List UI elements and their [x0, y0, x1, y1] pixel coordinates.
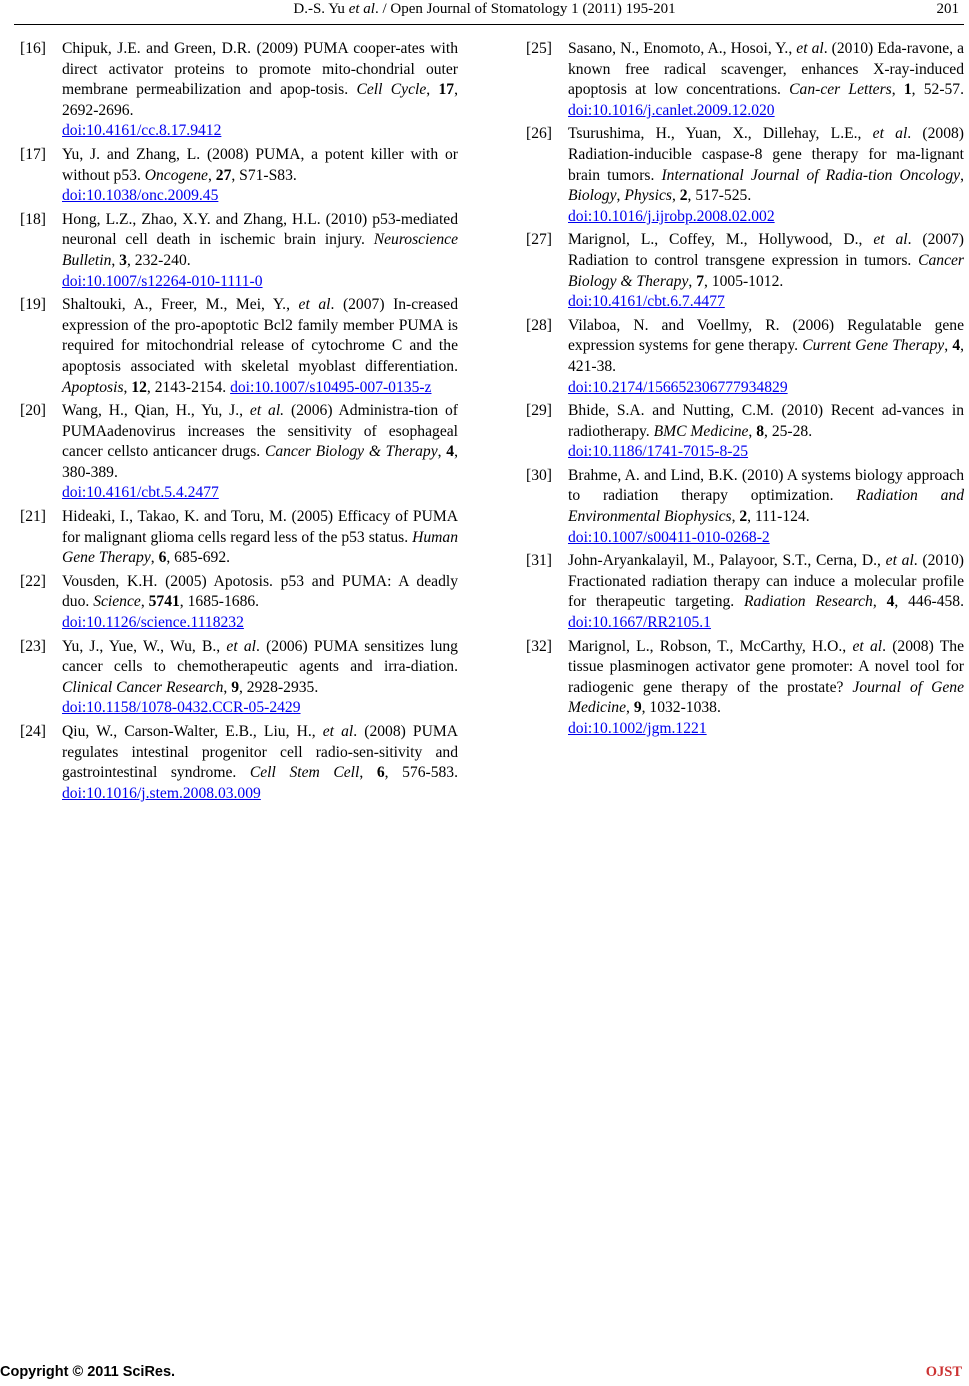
volume: 6	[376, 764, 385, 782]
et-al: et al	[322, 723, 354, 740]
reference-number: [17]	[20, 145, 46, 163]
reference-24	[20, 722, 458, 804]
doi-link[interactable]: doi:10.2174/156652306777934829	[568, 378, 788, 396]
reference-number: [19]	[20, 296, 46, 314]
et-al: et al	[298, 296, 331, 314]
pages: , 2692-2696.	[62, 81, 458, 119]
journal-name: Journal of Gene Medicine	[568, 678, 964, 717]
header-divider	[14, 24, 964, 25]
reference-number: [25]	[526, 40, 552, 57]
journal-name: Oncogene	[144, 166, 208, 184]
journal-name: Cancer Biology & Therapy	[264, 443, 438, 461]
reference-text: . (2010) Eda-ravone, a known free radical scavenger, enhances X-ray-induced apoptosis at low concentrations.	[568, 40, 964, 99]
running-header	[0, 0, 969, 30]
reference-number: [30]	[526, 466, 552, 484]
reference-22	[20, 572, 458, 634]
reference-text: Marignol, L., Coffey, M., Hollywood, D.,	[568, 231, 874, 249]
volume: 4	[952, 337, 961, 355]
separator: ,	[207, 166, 216, 184]
separator: ,	[426, 81, 439, 99]
doi-link[interactable]: doi:10.4161/cbt.6.7.4477	[568, 293, 725, 311]
reference-23	[20, 637, 458, 719]
et-al: et al.	[249, 402, 285, 420]
reference-29	[526, 401, 964, 463]
volume: 9	[633, 699, 642, 717]
et-al: et al	[873, 231, 908, 249]
doi-link[interactable]: doi:10.1667/RR2105.1	[568, 614, 711, 632]
reference-number: [22]	[20, 572, 46, 590]
reference-text: Qiu, W., Carson-Walter, E.B., Liu, H.,	[62, 723, 323, 740]
pages: , 2928-2935.	[238, 678, 319, 696]
separator: ,	[891, 81, 904, 99]
doi-link[interactable]: doi:10.1007/s12264-010-1111-0	[62, 272, 263, 290]
pages: , 517-525.	[687, 187, 752, 205]
reference-text: . (2008) Radiation-inducible caspase-8 gene therapy for ma-lignant brain tumors.	[568, 125, 964, 184]
doi-link[interactable]: doi:10.1002/jgm.1221	[568, 720, 707, 737]
reference-text: Shaltouki, A., Freer, M., Mei, Y.,	[62, 296, 299, 314]
doi-link[interactable]: doi:10.4161/cbt.5.4.2477	[62, 484, 219, 502]
pages: , 2143-2154.	[146, 378, 231, 396]
journal-name: Neuroscience Bulletin	[62, 231, 458, 269]
reference-number: [21]	[20, 508, 46, 526]
doi-link[interactable]: doi:10.1016/j.canlet.2009.12.020	[568, 101, 775, 119]
reference-text: (2006) Administra-tion of PUMAadenovirus increases the sensitivity of esophageal cancer cellsto anticancer drugs.	[62, 402, 458, 461]
pages: , 421-38.	[568, 337, 965, 375]
header-journal-info: . / Open Journal of Stomatology 1 (2011) 195-201	[374, 1, 676, 17]
doi-link[interactable]: doi:10.1007/s10495-007-0135-z	[230, 378, 432, 396]
reference-text: . (2008) The tissue plasminogen activator gene promoter: A novel tool for radiogenic gene therapy of the prostate?	[568, 637, 964, 696]
separator: ,	[872, 593, 887, 611]
journal-name: Cancer Biology & Therapy	[568, 251, 964, 290]
reference-text: Brahme, A. and Lind, B.K. (2010) A systems biology approach to radiation therapy optimization.	[568, 466, 964, 505]
reference-20	[20, 401, 458, 504]
et-al: et al	[852, 637, 883, 655]
separator: ,	[111, 251, 120, 269]
doi-link[interactable]: doi:10.4161/cc.8.17.9412	[62, 122, 222, 140]
reference-28	[526, 316, 964, 398]
separator: ,	[626, 699, 634, 717]
page-footer	[0, 1364, 969, 1386]
separator: ,	[223, 678, 232, 696]
volume: 27	[215, 166, 232, 184]
reference-number: [31]	[526, 552, 552, 570]
reference-number: [16]	[20, 40, 46, 57]
journal-name: Radiation Research	[744, 593, 873, 611]
pages: , 25-28.	[764, 422, 813, 440]
pages: , 232-240.	[126, 251, 191, 269]
separator: ,	[688, 272, 697, 290]
et-al: et al	[226, 637, 256, 655]
header-authors: D.-S. Yu	[293, 1, 349, 17]
separator: ,	[140, 593, 149, 611]
volume: 2	[739, 508, 748, 526]
volume: 4	[446, 443, 455, 461]
doi-link[interactable]: doi:10.1186/1741-7015-8-25	[568, 443, 749, 461]
et-al: et al	[872, 125, 908, 143]
reference-text: Marignol, L., Robson, T., McCarthy, H.O.,	[568, 637, 853, 655]
separator: ,	[731, 508, 740, 526]
reference-text: Wang, H., Qian, H., Yu, J.,	[62, 402, 250, 420]
reference-number: [20]	[20, 402, 46, 420]
reference-text: Hideaki, I., Takao, K. and Toru, M. (2005) Efficacy of PUMA for malignant glioma cells regard less of the p53 status.	[62, 508, 458, 546]
volume: 9	[231, 678, 239, 696]
separator: ,	[123, 378, 132, 396]
reference-number: [29]	[526, 402, 552, 420]
copyright-notice: Copyright © 2011 SciRes.	[0, 1364, 176, 1380]
journal-name: Science	[93, 593, 141, 611]
volume: 5741	[148, 593, 180, 611]
volume: 3	[119, 251, 127, 269]
pages: , 446-458.	[894, 593, 964, 611]
journal-name: International Journal of Radia-tion Oncology	[661, 166, 961, 184]
pages: , 1032-1038.	[641, 699, 721, 717]
volume: 8	[756, 422, 765, 440]
reference-number: [28]	[526, 316, 552, 334]
reference-text: Yu, J. and Zhang, L. (2008) PUMA, a potent killer with or without p53.	[62, 145, 458, 184]
reference-number: [18]	[20, 210, 46, 228]
journal-name: Cell Cycle	[356, 81, 427, 99]
reference-number: [24]	[20, 723, 46, 740]
doi-link[interactable]: doi:10.1016/j.stem.2008.03.009	[62, 784, 261, 802]
reference-text: . (2007) Radiation to control transgene expression in tumors.	[568, 231, 964, 269]
pages: , 576-583.	[384, 764, 458, 782]
reference-text: . (2007) In-creased expression of the pro-apoptotic Bcl2 family member PUMA is required for mitochondrial release of cytochrome C and the apoptosis associated with skeletal myoblast differentiation.	[62, 296, 458, 375]
reference-number: [32]	[526, 637, 552, 655]
reference-27	[526, 230, 964, 312]
reference-18	[20, 210, 458, 292]
reference-text: Tsurushima, H., Yuan, X., Dillehay, L.E.,	[568, 125, 873, 143]
header-etal: et al	[348, 1, 375, 17]
separator: ,	[960, 166, 964, 184]
journal-name: Apoptosis	[62, 378, 124, 396]
reference-19	[20, 295, 458, 398]
volume: 17	[438, 81, 455, 99]
reference-text: John-Aryankalayil, M., Palayoor, S.T., Cerna, D.,	[568, 552, 886, 570]
pages: , 52-57.	[911, 81, 965, 99]
doi-link[interactable]: doi:10.1016/j.ijrobp.2008.02.002	[568, 207, 775, 225]
reference-number: [27]	[526, 231, 552, 249]
reference-32	[526, 637, 964, 740]
pages: , 685-692.	[166, 549, 231, 567]
reference-column-right	[526, 39, 964, 743]
journal-name: Clinical Cancer Research	[62, 678, 224, 696]
volume: 2	[679, 187, 688, 205]
separator: ,	[437, 443, 447, 461]
reference-21	[20, 507, 458, 569]
reference-text: Vousden, K.H. (2005) Apotosis. p53 and PUMA: A deadly duo.	[62, 572, 458, 611]
reference-text: . (2006) PUMA sensitizes lung cancer cells to chemotherapeutic agents and irra-diation.	[62, 637, 458, 676]
et-al: et al	[796, 40, 824, 57]
reference-column-left	[20, 39, 458, 807]
reference-text: . (2008) PUMA regulates intestinal progenitor cell radio-sen-sitivity and gastrointestinal syndrome.	[62, 723, 458, 782]
separator: ,	[671, 187, 680, 205]
reference-text: Hong, L.Z., Zhao, X.Y. and Zhang, H.L. (2010) p53-mediated neuronal cell death in ischemic brain injury.	[62, 210, 458, 249]
reference-31	[526, 551, 964, 633]
journal-name-part: Physics	[624, 187, 672, 205]
separator: ,	[748, 422, 757, 440]
volume: 1	[903, 81, 912, 99]
page-number: 201	[936, 1, 959, 17]
doi-link[interactable]: doi:10.1158/1078-0432.CCR-05-2429	[62, 699, 301, 717]
volume: 12	[131, 378, 147, 396]
doi-link[interactable]: doi:10.1038/onc.2009.45	[62, 187, 219, 205]
reference-number: [23]	[20, 637, 46, 655]
reference-number: [26]	[526, 125, 552, 143]
reference-text: Bhide, S.A. and Nutting, C.M. (2010) Recent ad-vances in radiotherapy.	[568, 402, 964, 440]
reference-25	[526, 39, 964, 121]
volume: 6	[158, 549, 167, 567]
reference-30	[526, 466, 964, 548]
separator: ,	[359, 764, 377, 782]
separator: ,	[616, 187, 625, 205]
doi-link[interactable]: doi:10.1126/science.1118232	[62, 614, 244, 632]
running-title	[0, 1, 969, 18]
journal-name: Current Gene Therapy	[802, 337, 945, 355]
et-al: et al	[885, 552, 914, 570]
doi-link[interactable]: doi:10.1007/s00411-010-0268-2	[568, 528, 770, 546]
reference-26	[526, 124, 964, 227]
pages: , 1005-1012.	[704, 272, 784, 290]
journal-name: Cell Stem Cell	[249, 764, 360, 782]
journal-name: Human Gene Therapy	[62, 528, 458, 567]
journal-abbreviation: OJST	[925, 1364, 962, 1380]
journal-name: BMC Medicine	[653, 422, 749, 440]
journal-name: Radiation and Environmental Biophysics	[568, 487, 965, 526]
reference-text: . (2010) Fractionated radiation therapy can induce a molecular profile for therapeutic targeting.	[568, 552, 964, 611]
journal-name: Can-cer Letters	[789, 81, 892, 99]
pages: , 111-124.	[747, 508, 810, 526]
reference-17	[20, 145, 458, 207]
reference-text: Sasano, N., Enomoto, A., Hosoi, Y.,	[568, 40, 797, 57]
pages: , S71-S83.	[231, 166, 297, 184]
reference-text: Chipuk, J.E. and Green, D.R. (2009) PUMA cooper-ates with direct activator proteins to promote mito-chondrial outer membrane permeabilization and apop-tosis.	[62, 40, 458, 99]
separator: ,	[150, 549, 159, 567]
volume: 7	[696, 272, 704, 290]
journal-name-part: Biology	[568, 187, 617, 205]
separator: ,	[944, 337, 953, 355]
volume: 4	[886, 593, 895, 611]
pages: , 1685-1686.	[179, 593, 260, 611]
reference-16	[20, 39, 458, 142]
reference-text: Vilaboa, N. and Voellmy, R. (2006) Regulatable gene expression systems for gene therapy.	[568, 316, 964, 355]
pages: , 380-389.	[62, 443, 458, 481]
reference-text: Yu, J., Yue, W., Wu, B.,	[62, 637, 227, 655]
